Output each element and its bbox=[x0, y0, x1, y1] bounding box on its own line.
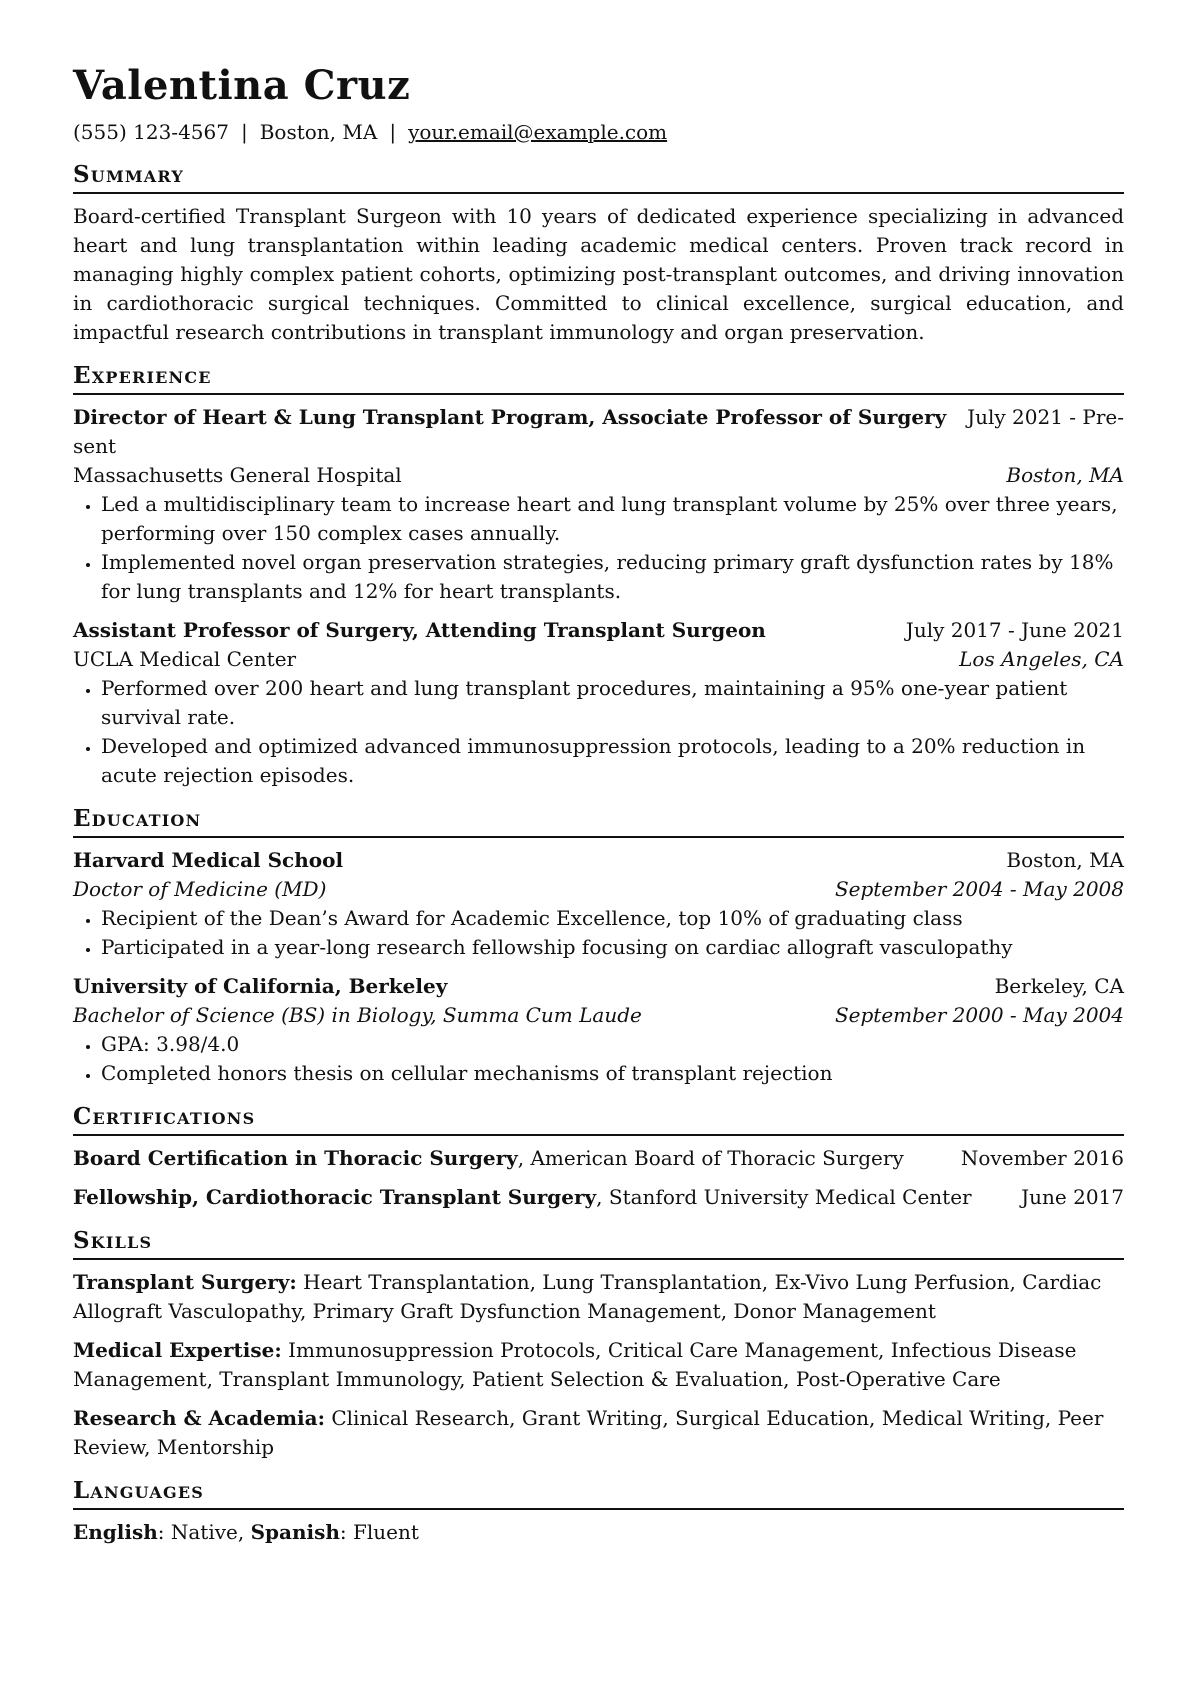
certification-date: June 2017 bbox=[1021, 1185, 1124, 1209]
summary-text: Board-certified Transplant Surgeon with 10 years of dedicated experience specializing in advanced heart and lung transplantation within leading academic medical centers. Proven track record in managing highly complex patient cohorts, optimizing post-transplant outcomes, and driving innovation in cardiothoracic surgical techniques. Committed to clinical excellence, surgical education, and impactful research contributions in transplant immunology and organ preservation. bbox=[73, 204, 1124, 344]
education-entry bbox=[73, 972, 1124, 1088]
certification-row bbox=[73, 1144, 1124, 1173]
job-title: Director of Heart & Lung Transplant Program, Associate Professor of Surgery bbox=[73, 405, 947, 429]
job-dates: July 2021 - Pre- bbox=[967, 405, 1124, 429]
degree-dates: September 2004 - May 2008 bbox=[834, 877, 1124, 901]
certification-issuer: , American Board of Thoracic Surgery bbox=[517, 1146, 904, 1170]
certification-name: Board Certification in Thoracic Surgery bbox=[73, 1146, 518, 1170]
certification-row bbox=[73, 1183, 1124, 1212]
skill-items: Immunosuppression Protocols, Critical Care Management, Infectious Disease Management, Transplant Immunology, Patient Selection & Evaluation, Post-Operative Care bbox=[73, 1338, 1077, 1391]
job-bullets bbox=[73, 490, 1124, 606]
certification-name: Fellowship, Cardiothoracic Transplant Surgery bbox=[73, 1185, 597, 1209]
school-location: Boston, MA bbox=[1006, 848, 1124, 872]
language-level: : Native, bbox=[157, 1520, 251, 1544]
languages-line bbox=[73, 1518, 1124, 1547]
section-title-education: Education bbox=[73, 804, 1124, 838]
education-bullets bbox=[73, 904, 1124, 962]
skill-label: Transplant Surgery: bbox=[73, 1270, 297, 1294]
skill-label: Research & Academia: bbox=[73, 1406, 325, 1430]
experience-entry bbox=[73, 616, 1124, 790]
school-location: Berkeley, CA bbox=[994, 974, 1124, 998]
degree-row bbox=[73, 875, 1124, 904]
experience-header bbox=[73, 616, 1124, 645]
certification-text bbox=[73, 1144, 904, 1173]
employer-location: Boston, MA bbox=[1006, 463, 1124, 487]
degree: Doctor of Medicine (MD) bbox=[73, 877, 327, 901]
certification-date: November 2016 bbox=[960, 1146, 1124, 1170]
job-dates: July 2017 - June 2021 bbox=[905, 618, 1124, 642]
language-name: Spanish bbox=[250, 1520, 340, 1544]
section-title-experience: Experience bbox=[73, 361, 1124, 395]
list-item: • Completed honors thesis on cellular mechanisms of transplant rejection bbox=[101, 1059, 1124, 1088]
contact-separator: | bbox=[389, 120, 397, 144]
employer: UCLA Medical Center bbox=[73, 647, 297, 671]
degree-row bbox=[73, 1001, 1124, 1030]
language-level: : Fluent bbox=[339, 1520, 419, 1544]
school-name: Harvard Medical School bbox=[73, 848, 344, 872]
list-item: • Recipient of the Dean’s Award for Academic Excellence, top 10% of graduating class bbox=[101, 904, 1124, 933]
employer-row bbox=[73, 645, 1124, 674]
list-item: • Performed over 200 heart and lung transplant procedures, maintaining a 95% one-year patient survival rate. bbox=[101, 674, 1124, 732]
degree: Bachelor of Science (BS) in Biology, Summa Cum Laude bbox=[73, 1003, 642, 1027]
experience-header bbox=[73, 403, 1124, 432]
resume-page bbox=[73, 62, 1124, 1547]
degree-dates: September 2000 - May 2004 bbox=[834, 1003, 1124, 1027]
employer-location: Los Angeles, CA bbox=[959, 647, 1124, 671]
certification-issuer: , Stanford University Medical Center bbox=[596, 1185, 972, 1209]
section-title-certifications: Certifications bbox=[73, 1102, 1124, 1136]
job-title: Assistant Professor of Surgery, Attending Transplant Surgeon bbox=[73, 618, 766, 642]
experience-entry bbox=[73, 403, 1124, 606]
list-item: • Developed and optimized advanced immunosuppression protocols, leading to a 20% reduction in acute rejection episodes. bbox=[101, 732, 1124, 790]
phone-number: (555) 123-4567 bbox=[73, 120, 229, 144]
section-title-summary: Summary bbox=[73, 160, 1124, 194]
list-item: • Led a multidisciplinary team to increase heart and lung transplant volume by 25% over three years, performing over 150 complex cases annually. bbox=[101, 490, 1124, 548]
list-item: • Implemented novel organ preservation strategies, reducing primary graft dysfunction rates by 18% for lung transplants and 12% for heart transplants. bbox=[101, 548, 1124, 606]
job-bullets bbox=[73, 674, 1124, 790]
candidate-name: Valentina Cruz bbox=[73, 62, 411, 109]
email-link[interactable]: your.email@example.com bbox=[408, 120, 668, 144]
education-bullets bbox=[73, 1030, 1124, 1088]
list-item: • Participated in a year-long research fellowship focusing on cardiac allograft vasculopathy bbox=[101, 933, 1124, 962]
section-title-languages: Languages bbox=[73, 1476, 1124, 1510]
skill-group bbox=[73, 1336, 1124, 1394]
education-entry bbox=[73, 846, 1124, 962]
skill-items: Heart Transplantation, Lung Transplantation, Ex-Vivo Lung Perfusion, Cardiac Allograft Vasculopathy, Primary Graft Dysfunction Management, Donor Management bbox=[73, 1270, 1102, 1323]
contact-line bbox=[73, 118, 1124, 146]
school-name: University of California, Berkeley bbox=[73, 974, 448, 998]
list-item: • GPA: 3.98/4.0 bbox=[101, 1030, 1124, 1059]
job-dates-continued: sent bbox=[73, 434, 117, 458]
section-title-skills: Skills bbox=[73, 1226, 1124, 1260]
skill-group bbox=[73, 1404, 1124, 1462]
employer-row bbox=[73, 461, 1124, 490]
school-row bbox=[73, 846, 1124, 875]
skill-items: Clinical Research, Grant Writing, Surgical Education, Medical Writing, Peer Review, Mentorship bbox=[73, 1406, 1104, 1459]
employer: Massachusetts General Hospital bbox=[73, 463, 402, 487]
language-name: English bbox=[73, 1520, 158, 1544]
school-row bbox=[73, 972, 1124, 1001]
location: Boston, MA bbox=[259, 120, 378, 144]
contact-separator: | bbox=[240, 120, 248, 144]
certification-text bbox=[73, 1183, 972, 1212]
skill-label: Medical Expertise: bbox=[73, 1338, 282, 1362]
skill-group bbox=[73, 1268, 1124, 1326]
